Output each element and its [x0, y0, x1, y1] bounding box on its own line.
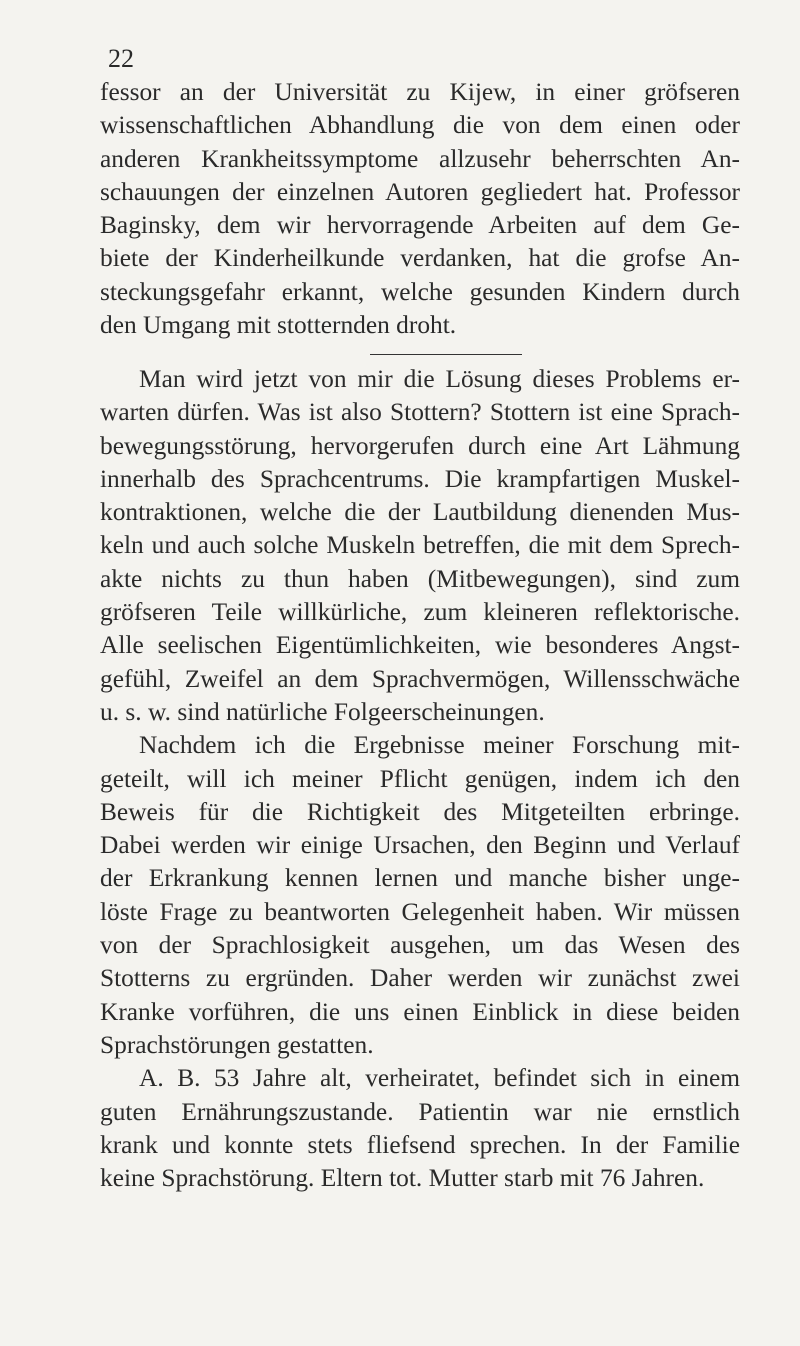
text-line: von der Sprachlosigkeit ausgehen, um das Wesen des	[100, 931, 740, 960]
text-line: warten dürfen. Was ist also Stottern? Stottern ist eine Sprach-	[100, 398, 740, 427]
paragraph-continued	[100, 76, 740, 342]
text-line: löste Frage zu beantworten Gelegenheit haben. Wir müssen	[100, 897, 740, 926]
text-line: Baginsky, dem wir hervorragende Arbeiten auf dem Ge-	[100, 211, 740, 240]
text-line: Alle seelischen Eigentümlichkeiten, wie besonderes Angst-	[100, 631, 740, 660]
section-separator	[370, 354, 522, 355]
text-line: Man wird jetzt von mir die Lösung dieses Problems er-	[139, 365, 740, 393]
text-line: fessor an der Universität zu Kijew, in einer gröfseren	[100, 78, 740, 106]
text-line: Beweis für die Richtigkeit des Mitgeteilten erbringe.	[100, 797, 740, 826]
text-line: gefühl, Zweifel an dem Sprachvermögen, Willensschwäche	[100, 664, 740, 693]
main-text	[100, 363, 740, 1195]
text-line: der Erkrankung kennen lernen und manche bisher unge-	[100, 864, 740, 893]
text-line: biete der Kinderheilkunde verdanken, hat die grofse An-	[100, 244, 740, 273]
text-line: anderen Krankheitssymptome allzusehr beherrschten An-	[100, 144, 740, 173]
text-line: kontraktionen, welche die der Lautbildung dienenden Mus-	[100, 498, 740, 527]
text-line: u. s. w. sind natürliche Folgeerscheinungen.	[100, 697, 545, 726]
text-line: akte nichts zu thun haben (Mitbewegungen), sind zum	[100, 564, 740, 593]
text-line: krank und konnte stets fliefsend sprechen. In der Familie	[100, 1130, 740, 1159]
text-line: keine Sprachstörung. Eltern tot. Mutter starb mit 76 Jahren.	[100, 1164, 705, 1193]
text-line: wissenschaftlichen Abhandlung die von dem einen oder	[100, 111, 740, 140]
text-line: innerhalb des Sprachcentrums. Die krampfartigen Muskel-	[100, 464, 740, 493]
text-line: schauungen der einzelnen Autoren gegliedert hat. Professor	[100, 177, 740, 206]
page-number: 22	[108, 44, 134, 73]
text-line: geteilt, will ich meiner Pflicht genügen, indem ich den	[100, 764, 740, 793]
text-line: guten Ernährungszustande. Patientin war nie ernstlich	[100, 1097, 740, 1126]
text-line: Sprachstörungen gestatten.	[100, 1030, 374, 1059]
text-line: Nachdem ich die Ergebnisse meiner Forschung mit-	[139, 731, 740, 760]
text-line: steckungsgefahr erkannt, welche gesunden Kindern durch	[100, 277, 740, 306]
text-line: Kranke vorführen, die uns einen Einblick in diese beiden	[100, 997, 740, 1026]
text-line: bewegungsstörung, hervorgerufen durch eine Art Lähmung	[100, 431, 740, 460]
text-line: keln und auch solche Muskeln betreffen, die mit dem Sprech-	[100, 531, 740, 560]
text-line: den Umgang mit stotternden droht.	[100, 311, 457, 340]
text-line: gröfseren Teile willkürliche, zum kleineren reflektorische.	[100, 598, 740, 627]
text-line: Stotterns zu ergründen. Daher werden wir zunächst zwei	[100, 964, 740, 993]
text-line: Dabei werden wir einige Ursachen, den Beginn und Verlauf	[100, 831, 740, 860]
text-line: A. B. 53 Jahre alt, verheiratet, befindet sich in einem	[139, 1064, 740, 1093]
